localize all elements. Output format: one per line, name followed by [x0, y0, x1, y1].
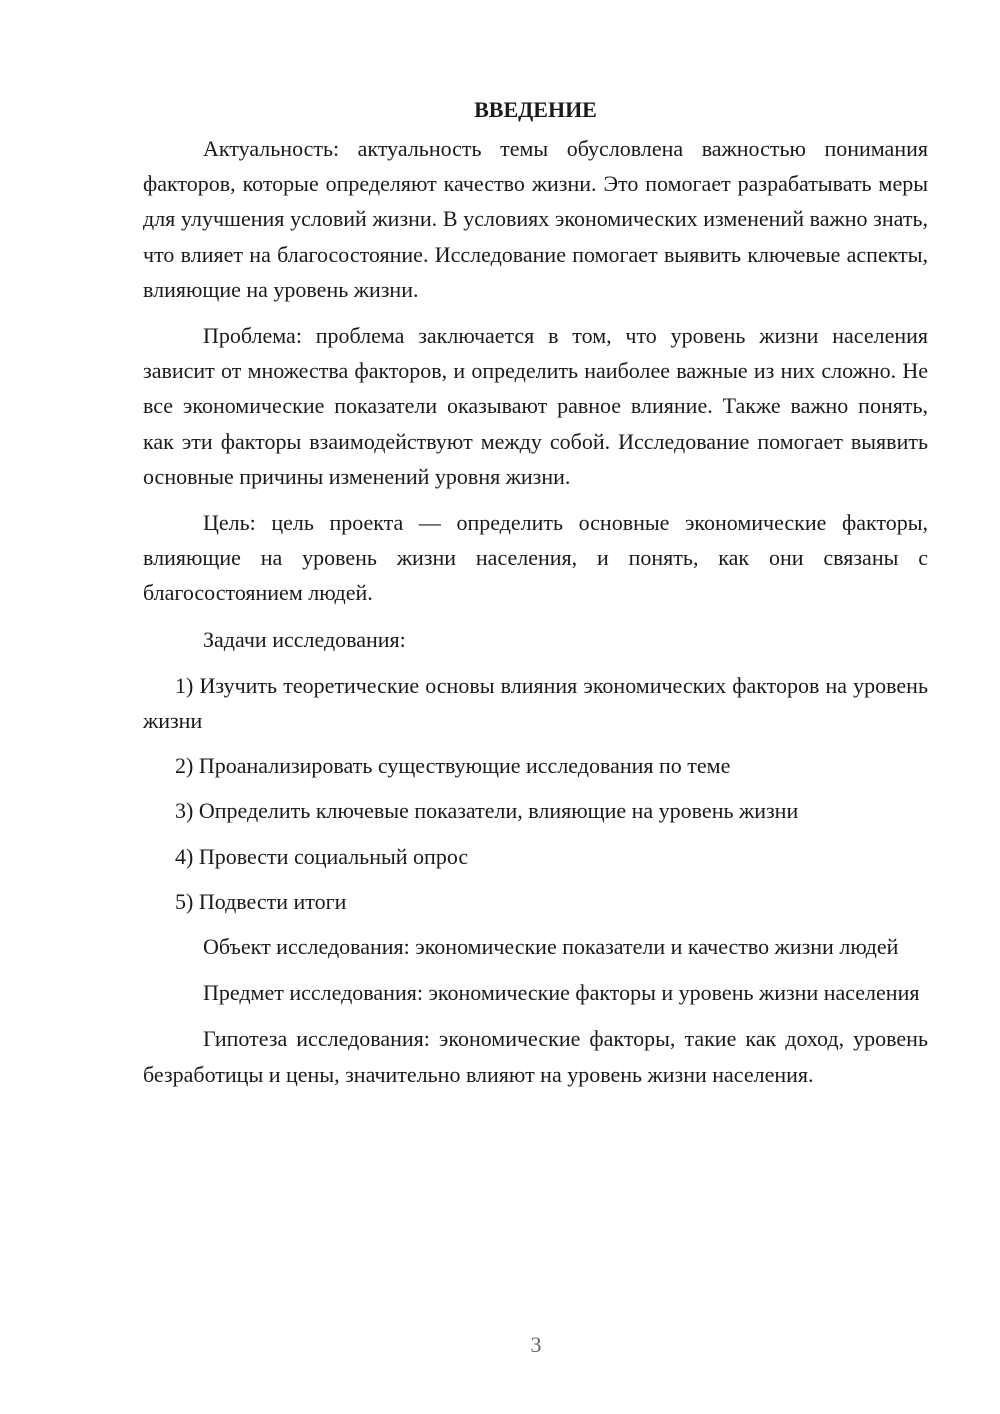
relevance-paragraph: Актуальность: актуальность темы обусловлена важностью понимания факторов, которые определяют качество жизни. Это помогает разрабатывать меры для улучшения условий жизни. В условиях экономических изменений важно знать, что влияет на благосостояние. Исследование помогает выявить ключевые аспекты, влияющие на уровень жизни.	[143, 136, 928, 302]
task-item: 5) Подвести итоги	[175, 888, 347, 914]
task-item: 4) Провести социальный опрос	[175, 843, 469, 869]
object-paragraph: Объект исследования: экономические показатели и качество жизни людей	[203, 934, 899, 960]
problem-paragraph: Проблема: проблема заключается в том, что уровень жизни населения зависит от множества факторов, и определить наиболее важные из них сложно. Не все экономические показатели оказывают равное влияние. Также важно понять, как эти факторы взаимодействуют между собой. Исследование помогает выявить основные причины изменений уровня жизни.	[143, 323, 928, 489]
document-page	[143, 92, 928, 1103]
hypothesis-paragraph: Гипотеза исследования: экономические факторы, такие как доход, уровень безработицы и цены, значительно влияют на уровень жизни населения.	[143, 1026, 928, 1087]
tasks-heading: Задачи исследования:	[203, 626, 406, 652]
section-heading: ВВЕДЕНИЕ	[474, 97, 597, 122]
task-item: 3) Определить ключевые показатели, влияющие на уровень жизни	[175, 798, 799, 824]
subject-paragraph: Предмет исследования: экономические факторы и уровень жизни населения	[203, 980, 920, 1006]
task-item: 1) Изучить теоретические основы влияния экономических факторов на уровень жизни	[143, 672, 928, 734]
task-item: 2) Проанализировать существующие исследования по теме	[175, 753, 731, 779]
tasks-list	[143, 668, 928, 919]
page-number: 3	[530, 1332, 542, 1357]
goal-paragraph: Цель: цель проекта — определить основные экономические факторы, влияющие на уровень жизни населения, и понять, как они связаны с благосостоянием людей.	[143, 510, 928, 606]
